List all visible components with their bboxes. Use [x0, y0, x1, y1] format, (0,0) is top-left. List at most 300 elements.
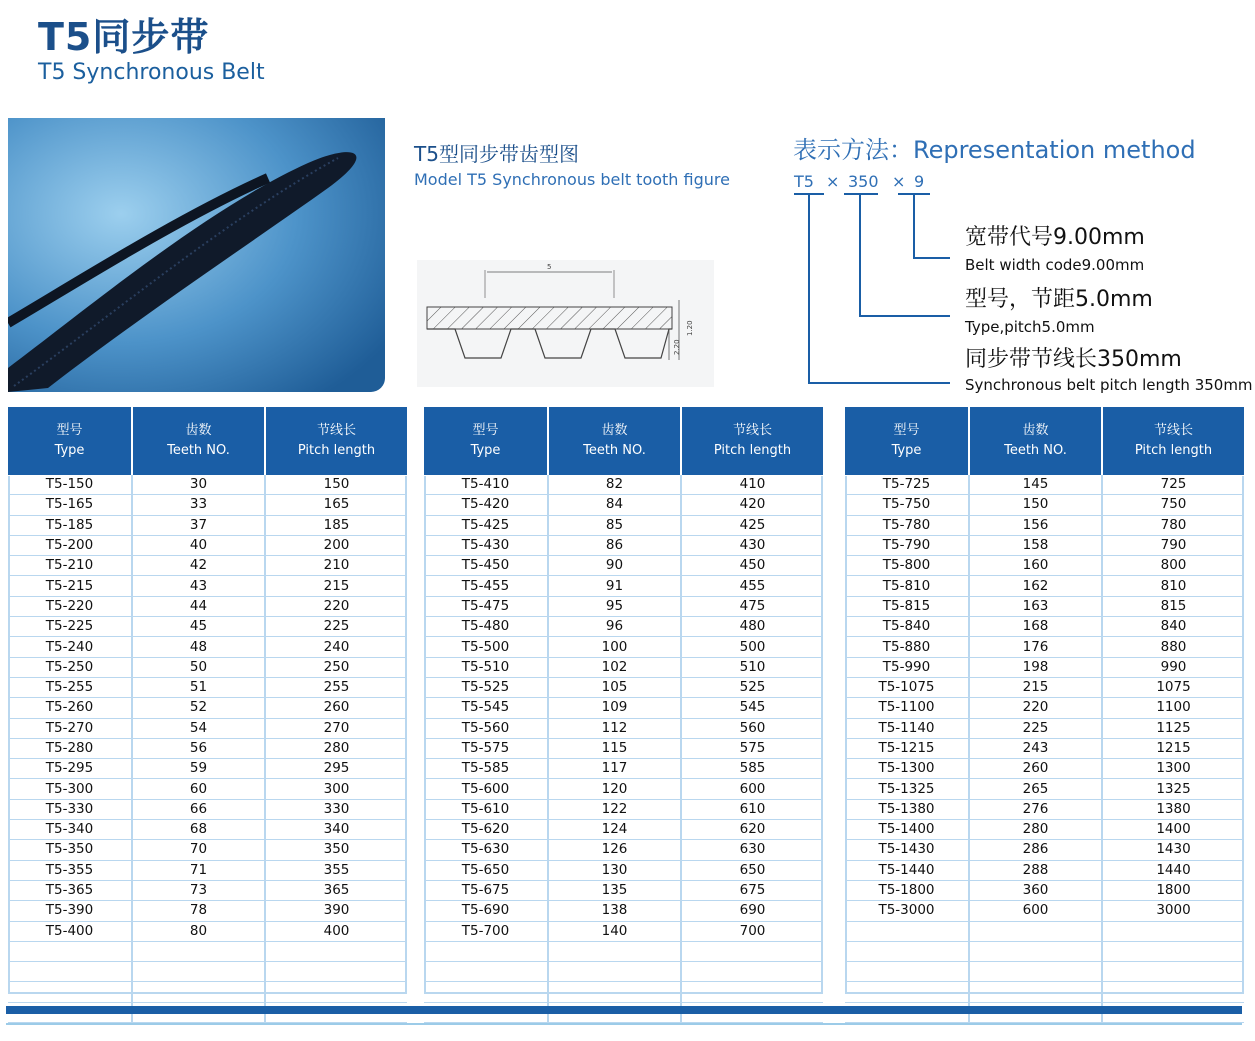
cell-pitch-length: 510	[681, 657, 823, 677]
cell-teeth: 95	[548, 596, 681, 616]
cell-pitch-length: 150	[265, 475, 407, 495]
cell-teeth: 260	[969, 759, 1102, 779]
table-row	[8, 657, 407, 677]
cell-type: T5-690	[424, 901, 548, 921]
cell-pitch-length: 260	[265, 698, 407, 718]
table-row	[8, 901, 407, 921]
table-row	[8, 759, 407, 779]
cell-teeth: 276	[969, 799, 1102, 819]
spec-table-3	[845, 407, 1244, 1023]
cell-pitch-length: 355	[265, 860, 407, 880]
cell-pitch-length: 420	[681, 495, 823, 515]
cell-teeth: 286	[969, 840, 1102, 860]
cell-pitch-length: 525	[681, 677, 823, 697]
cell-type: T5-630	[424, 840, 548, 860]
table-row	[424, 637, 823, 657]
cell-type: T5-330	[8, 799, 132, 819]
type-pitch-en: Type,pitch5.0mm	[965, 318, 1095, 336]
cell-type: T5-220	[8, 596, 132, 616]
cell-type: T5-215	[8, 576, 132, 596]
table-row	[845, 820, 1244, 840]
cell-type: T5-1325	[845, 779, 969, 799]
cell-teeth	[969, 962, 1102, 982]
cell-pitch-length: 340	[265, 820, 407, 840]
cell-pitch-length	[265, 982, 407, 1002]
table-row	[845, 982, 1244, 1002]
cell-type: T5-450	[424, 556, 548, 576]
tooth-figure-title-en: Model T5 Synchronous belt tooth figure	[414, 170, 730, 189]
table-row	[424, 515, 823, 535]
table-row	[424, 982, 823, 1002]
table-row	[845, 921, 1244, 941]
cell-pitch-length: 610	[681, 799, 823, 819]
cell-pitch-length: 780	[1102, 515, 1244, 535]
cell-type: T5-480	[424, 617, 548, 637]
cell-teeth: 33	[132, 495, 265, 515]
cell-type: T5-280	[8, 738, 132, 758]
cell-teeth: 52	[132, 698, 265, 718]
table-row	[424, 759, 823, 779]
cell-teeth: 160	[969, 556, 1102, 576]
cell-teeth: 198	[969, 657, 1102, 677]
table-row	[845, 779, 1244, 799]
cell-teeth: 115	[548, 738, 681, 758]
cell-teeth: 50	[132, 657, 265, 677]
cell-pitch-length: 455	[681, 576, 823, 596]
cell-type: T5-295	[8, 759, 132, 779]
table-row	[424, 880, 823, 900]
cell-pitch-length: 620	[681, 820, 823, 840]
cell-teeth: 280	[969, 820, 1102, 840]
cell-teeth: 243	[969, 738, 1102, 758]
cell-teeth: 135	[548, 880, 681, 900]
cell-pitch-length: 250	[265, 657, 407, 677]
height-dimension: 1.20	[686, 320, 694, 336]
cell-teeth: 145	[969, 475, 1102, 495]
table-row	[424, 941, 823, 961]
table-row	[424, 535, 823, 555]
cell-type	[424, 941, 548, 961]
table-row	[424, 799, 823, 819]
table-row	[845, 860, 1244, 880]
cell-pitch-length: 1075	[1102, 677, 1244, 697]
cell-teeth: 48	[132, 637, 265, 657]
table-row	[845, 962, 1244, 982]
table-row	[8, 799, 407, 819]
table-row	[8, 677, 407, 697]
cell-teeth: 51	[132, 677, 265, 697]
cell-teeth: 54	[132, 718, 265, 738]
page-title-cn: T5同步带	[38, 15, 210, 59]
cell-pitch-length: 545	[681, 698, 823, 718]
cell-pitch-length: 500	[681, 637, 823, 657]
cell-type: T5-585	[424, 759, 548, 779]
cell-teeth: 288	[969, 860, 1102, 880]
spec-table-1	[8, 407, 407, 1023]
cell-pitch-length: 840	[1102, 617, 1244, 637]
table-row	[845, 495, 1244, 515]
table-row	[424, 820, 823, 840]
cell-teeth: 78	[132, 901, 265, 921]
cell-pitch-length: 220	[265, 596, 407, 616]
cell-type: T5-650	[424, 860, 548, 880]
cell-pitch-length: 880	[1102, 637, 1244, 657]
cell-type: T5-1100	[845, 698, 969, 718]
cell-teeth: 100	[548, 637, 681, 657]
table-row	[845, 698, 1244, 718]
cell-pitch-length: 650	[681, 860, 823, 880]
tooth-figure-title-cn: T5型同步带齿型图	[414, 142, 579, 166]
cell-teeth	[132, 941, 265, 961]
table-row	[8, 698, 407, 718]
cell-teeth: 109	[548, 698, 681, 718]
cell-teeth	[548, 962, 681, 982]
code-separator-2: ×	[892, 172, 906, 191]
table-row	[845, 840, 1244, 860]
cell-teeth: 96	[548, 617, 681, 637]
cell-teeth	[548, 982, 681, 1002]
table-row	[424, 617, 823, 637]
cell-type: T5-400	[8, 921, 132, 941]
cell-type: T5-1400	[845, 820, 969, 840]
table-row	[845, 799, 1244, 819]
cell-teeth	[969, 982, 1102, 1002]
table-row	[845, 677, 1244, 697]
width-code-cn: 宽带代号9.00mm	[965, 225, 1145, 250]
header-teeth: 齿数 Teeth NO.	[132, 407, 265, 475]
table-row	[8, 738, 407, 758]
cell-type: T5-525	[424, 677, 548, 697]
cell-pitch-length: 1800	[1102, 880, 1244, 900]
table-row	[8, 941, 407, 961]
table-row	[845, 901, 1244, 921]
cell-teeth: 140	[548, 921, 681, 941]
table-row	[424, 475, 823, 495]
cell-type: T5-1440	[845, 860, 969, 880]
table-row	[424, 596, 823, 616]
cell-pitch-length: 215	[265, 576, 407, 596]
cell-type: T5-700	[424, 921, 548, 941]
cell-type: T5-1380	[845, 799, 969, 819]
table-row	[8, 880, 407, 900]
cell-teeth: 124	[548, 820, 681, 840]
cell-teeth: 84	[548, 495, 681, 515]
cell-type: T5-390	[8, 901, 132, 921]
cell-teeth: 112	[548, 718, 681, 738]
table-row	[8, 637, 407, 657]
cell-pitch-length: 210	[265, 556, 407, 576]
table-row	[8, 718, 407, 738]
cell-pitch-length: 225	[265, 617, 407, 637]
header-type: 型号 Type	[845, 407, 969, 475]
cell-pitch-length	[1102, 982, 1244, 1002]
table-row	[424, 840, 823, 860]
table-row	[845, 515, 1244, 535]
code-length: 350	[848, 172, 879, 191]
cell-teeth: 102	[548, 657, 681, 677]
cell-type: T5-250	[8, 657, 132, 677]
cell-pitch-length: 1300	[1102, 759, 1244, 779]
cell-type: T5-1300	[845, 759, 969, 779]
code-separator-1: ×	[826, 172, 840, 191]
table-row	[8, 535, 407, 555]
cell-pitch-length: 410	[681, 475, 823, 495]
cell-type: T5-260	[8, 698, 132, 718]
cell-teeth	[548, 941, 681, 961]
table-row	[845, 475, 1244, 495]
cell-type: T5-1140	[845, 718, 969, 738]
table-row	[8, 962, 407, 982]
cell-teeth: 225	[969, 718, 1102, 738]
code-type: T5	[794, 172, 814, 191]
cell-teeth: 150	[969, 495, 1102, 515]
cell-teeth: 73	[132, 880, 265, 900]
pitch-length-en: Synchronous belt pitch length 350mm	[965, 376, 1253, 394]
cell-pitch-length: 365	[265, 880, 407, 900]
table-row	[845, 738, 1244, 758]
cell-type: T5-810	[845, 576, 969, 596]
cell-pitch-length: 810	[1102, 576, 1244, 596]
cell-pitch-length: 295	[265, 759, 407, 779]
cell-pitch-length: 280	[265, 738, 407, 758]
cell-teeth: 90	[548, 556, 681, 576]
cell-teeth	[969, 941, 1102, 961]
cell-type: T5-610	[424, 799, 548, 819]
representation-title: 表示方法：Representation method	[793, 136, 1196, 164]
cell-type: T5-725	[845, 475, 969, 495]
cell-type: T5-600	[424, 779, 548, 799]
table-row	[845, 941, 1244, 961]
header-pitch-length: 节线长 Pitch length	[1102, 407, 1244, 475]
cell-type: T5-165	[8, 495, 132, 515]
cell-type: T5-500	[424, 637, 548, 657]
cell-type: T5-1075	[845, 677, 969, 697]
cell-pitch-length	[265, 962, 407, 982]
table-row	[845, 617, 1244, 637]
cell-type: T5-780	[845, 515, 969, 535]
table-row	[8, 860, 407, 880]
table-row	[424, 921, 823, 941]
cell-pitch-length: 200	[265, 535, 407, 555]
cell-pitch-length: 300	[265, 779, 407, 799]
table-row	[424, 718, 823, 738]
cell-teeth	[132, 982, 265, 1002]
cell-type: T5-410	[424, 475, 548, 495]
cell-pitch-length: 790	[1102, 535, 1244, 555]
table-row	[424, 860, 823, 880]
pitch-length-cn: 同步带节线长350mm	[965, 347, 1182, 372]
cell-type: T5-300	[8, 779, 132, 799]
cell-type: T5-675	[424, 880, 548, 900]
cell-pitch-length: 575	[681, 738, 823, 758]
cell-type: T5-365	[8, 880, 132, 900]
table-row	[8, 515, 407, 535]
belt-photo	[8, 118, 385, 392]
code-width: 9	[914, 172, 925, 191]
cell-type: T5-510	[424, 657, 548, 677]
cell-type: T5-840	[845, 617, 969, 637]
cell-teeth: 80	[132, 921, 265, 941]
cell-pitch-length: 350	[265, 840, 407, 860]
cell-teeth: 163	[969, 596, 1102, 616]
cell-teeth: 85	[548, 515, 681, 535]
cell-teeth: 59	[132, 759, 265, 779]
cell-teeth: 360	[969, 880, 1102, 900]
cell-pitch-length: 450	[681, 556, 823, 576]
cell-pitch-length: 600	[681, 779, 823, 799]
header-pitch-length: 节线长 Pitch length	[265, 407, 407, 475]
table-row	[845, 556, 1244, 576]
cell-teeth: 168	[969, 617, 1102, 637]
table-row	[8, 556, 407, 576]
cell-teeth: 122	[548, 799, 681, 819]
cell-type: T5-1800	[845, 880, 969, 900]
header-type: 型号 Type	[424, 407, 548, 475]
cell-type	[424, 962, 548, 982]
cell-type: T5-545	[424, 698, 548, 718]
cell-type	[845, 921, 969, 941]
cell-pitch-length	[681, 941, 823, 961]
cell-teeth: 68	[132, 820, 265, 840]
cell-pitch-length	[1102, 941, 1244, 961]
header-teeth: 齿数 Teeth NO.	[548, 407, 681, 475]
cell-type: T5-3000	[845, 901, 969, 921]
cell-type	[8, 982, 132, 1002]
table-row	[845, 637, 1244, 657]
cell-type: T5-340	[8, 820, 132, 840]
cell-teeth: 215	[969, 677, 1102, 697]
cell-teeth: 71	[132, 860, 265, 880]
cell-teeth: 600	[969, 901, 1102, 921]
cell-pitch-length: 1325	[1102, 779, 1244, 799]
cell-pitch-length: 400	[265, 921, 407, 941]
header-pitch-length: 节线长 Pitch length	[681, 407, 823, 475]
type-pitch-cn: 型号，节距5.0mm	[965, 287, 1153, 312]
cell-pitch-length: 1430	[1102, 840, 1244, 860]
cell-teeth: 45	[132, 617, 265, 637]
table-row	[424, 657, 823, 677]
cell-pitch-length: 185	[265, 515, 407, 535]
cell-type	[845, 962, 969, 982]
cell-type: T5-420	[424, 495, 548, 515]
cell-type: T5-790	[845, 535, 969, 555]
table-row	[424, 556, 823, 576]
table-row	[8, 617, 407, 637]
cell-teeth: 60	[132, 779, 265, 799]
cell-pitch-length: 1440	[1102, 860, 1244, 880]
cell-pitch-length	[1102, 921, 1244, 941]
cell-teeth: 44	[132, 596, 265, 616]
cell-type: T5-225	[8, 617, 132, 637]
cell-type: T5-475	[424, 596, 548, 616]
cell-pitch-length: 1215	[1102, 738, 1244, 758]
cell-pitch-length: 815	[1102, 596, 1244, 616]
cell-type: T5-355	[8, 860, 132, 880]
table-row	[8, 921, 407, 941]
cell-pitch-length: 690	[681, 901, 823, 921]
table-row	[424, 901, 823, 921]
cell-pitch-length: 1100	[1102, 698, 1244, 718]
cell-type: T5-880	[845, 637, 969, 657]
cell-teeth: 117	[548, 759, 681, 779]
table-row	[8, 982, 407, 1002]
table-row	[845, 535, 1244, 555]
cell-type	[424, 982, 548, 1002]
cell-type: T5-150	[8, 475, 132, 495]
cell-pitch-length: 270	[265, 718, 407, 738]
cell-pitch-length: 630	[681, 840, 823, 860]
cell-teeth: 105	[548, 677, 681, 697]
cell-pitch-length	[681, 962, 823, 982]
cell-type	[8, 941, 132, 961]
cell-teeth: 37	[132, 515, 265, 535]
cell-pitch-length: 475	[681, 596, 823, 616]
cell-teeth: 120	[548, 779, 681, 799]
cell-type: T5-750	[845, 495, 969, 515]
cell-type: T5-1215	[845, 738, 969, 758]
table-row	[424, 779, 823, 799]
cell-type: T5-560	[424, 718, 548, 738]
cell-type: T5-1430	[845, 840, 969, 860]
cell-teeth: 70	[132, 840, 265, 860]
cell-pitch-length: 1400	[1102, 820, 1244, 840]
cell-type	[845, 941, 969, 961]
cell-teeth: 86	[548, 535, 681, 555]
tooth-profile-diagram	[417, 260, 714, 387]
page-title-en: T5 Synchronous Belt	[38, 60, 265, 85]
cell-teeth: 138	[548, 901, 681, 921]
cell-pitch-length: 675	[681, 880, 823, 900]
table-row	[8, 820, 407, 840]
cell-type: T5-425	[424, 515, 548, 535]
cell-pitch-length	[681, 982, 823, 1002]
cell-type: T5-430	[424, 535, 548, 555]
cell-pitch-length: 700	[681, 921, 823, 941]
cell-type: T5-185	[8, 515, 132, 535]
cell-pitch-length: 990	[1102, 657, 1244, 677]
table-row	[845, 576, 1244, 596]
table-row	[424, 738, 823, 758]
cell-type: T5-455	[424, 576, 548, 596]
cell-teeth: 42	[132, 556, 265, 576]
table-row	[8, 596, 407, 616]
cell-teeth: 30	[132, 475, 265, 495]
cell-pitch-length: 480	[681, 617, 823, 637]
table-row	[424, 698, 823, 718]
cell-teeth: 176	[969, 637, 1102, 657]
cell-pitch-length: 560	[681, 718, 823, 738]
cell-type: T5-575	[424, 738, 548, 758]
cell-type: T5-240	[8, 637, 132, 657]
cell-type: T5-800	[845, 556, 969, 576]
table-row	[424, 962, 823, 982]
cell-pitch-length	[265, 941, 407, 961]
spec-table-2	[424, 407, 823, 1023]
cell-teeth: 91	[548, 576, 681, 596]
cell-teeth: 43	[132, 576, 265, 596]
table-row	[845, 880, 1244, 900]
cell-type: T5-990	[845, 657, 969, 677]
cell-pitch-length: 1380	[1102, 799, 1244, 819]
table-row	[8, 779, 407, 799]
table-row	[845, 718, 1244, 738]
cell-type: T5-270	[8, 718, 132, 738]
cell-pitch-length: 585	[681, 759, 823, 779]
cell-teeth: 130	[548, 860, 681, 880]
cell-teeth: 265	[969, 779, 1102, 799]
table-row	[424, 495, 823, 515]
cell-type: T5-620	[424, 820, 548, 840]
